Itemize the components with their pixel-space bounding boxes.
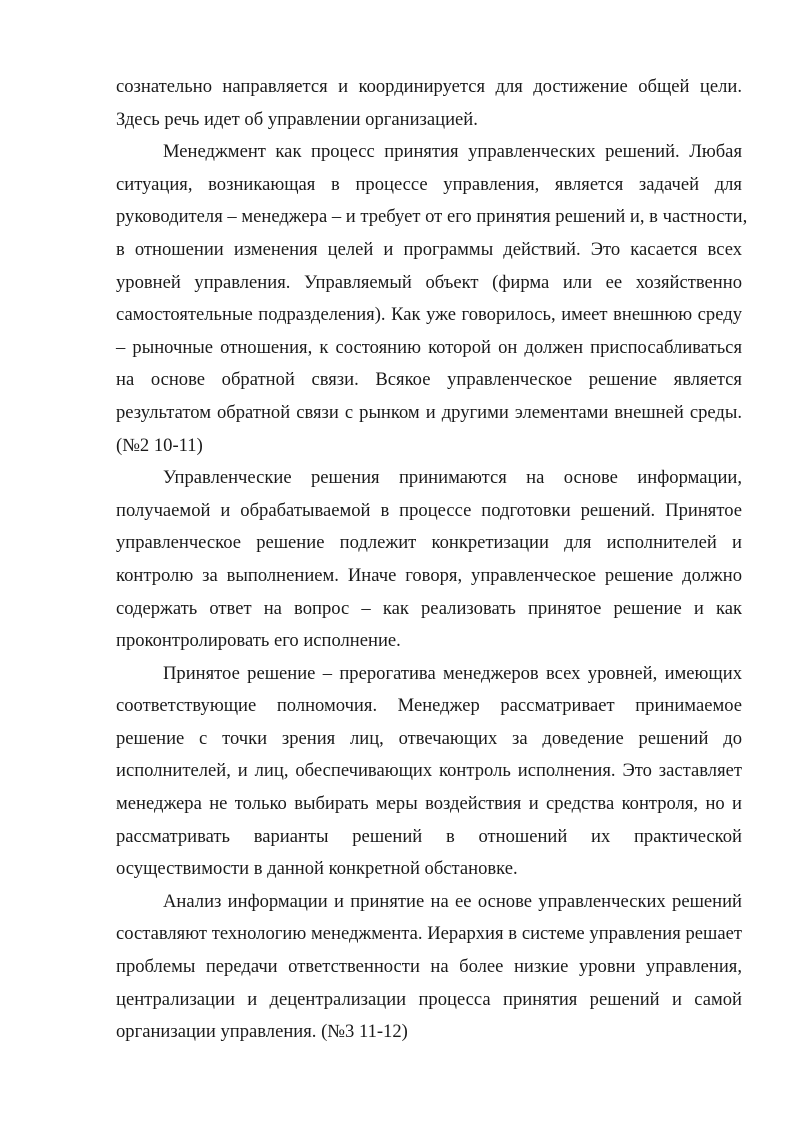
- paragraph-1: [116, 71, 742, 136]
- text-line: осуществимости в данной конкретной обстановке.: [116, 858, 518, 880]
- text-line: уровней управления. Управляемый объект (фирма или ее хозяйственно: [116, 271, 742, 293]
- text-line: в отношении изменения целей и программы действий. Это касается всех: [116, 238, 742, 260]
- text-line: рассматривать варианты решений в отношений их практической: [116, 825, 742, 847]
- text-line: исполнителей, и лиц, обеспечивающих контроль исполнения. Это заставляет: [116, 760, 742, 782]
- text-line: результатом обратной связи с рынком и другими элементами внешней среды.: [116, 401, 742, 423]
- paragraph-4: [116, 658, 742, 886]
- text-line: Анализ информации и принятие на ее основе управленческих решений: [163, 890, 742, 912]
- text-line: Здесь речь идет об управлении организацией.: [116, 108, 478, 130]
- text-line: Принятое решение – прерогатива менеджеров всех уровней, имеющих: [163, 662, 742, 684]
- text-line: содержать ответ на вопрос – как реализовать принятое решение и как: [116, 597, 742, 619]
- text-line: самостоятельные подразделения). Как уже говорилось, имеет внешнюю среду: [116, 304, 742, 326]
- text-line: централизации и децентрализации процесса принятия решений и самой: [116, 988, 742, 1010]
- text-line: проконтролировать его исполнение.: [116, 630, 401, 652]
- text-line: соответствующие полномочия. Менеджер рассматривает принимаемое: [116, 695, 742, 717]
- text-line: организации управления. (№3 11-12): [116, 1021, 408, 1043]
- text-line: сознательно направляется и координируется для достижение общей цели.: [116, 76, 742, 97]
- text-line: ситуация, возникающая в процессе управления, является задачей для: [116, 173, 742, 195]
- text-line: (№2 10-11): [116, 434, 203, 456]
- text-line: решение с точки зрения лиц, отвечающих за доведение решений до: [116, 727, 742, 749]
- document-body: [116, 71, 748, 1049]
- text-line: – рыночные отношения, к состоянию которой он должен приспосабливаться: [116, 336, 742, 358]
- text-line: составляют технологию менеджмента. Иерархия в системе управления решает: [116, 923, 742, 945]
- paragraph-5: [116, 886, 742, 1049]
- text-line: менеджера не только выбирать меры воздействия и средства контроля, но и: [116, 793, 742, 815]
- text-line: проблемы передачи ответственности на более низкие уровни управления,: [116, 956, 742, 978]
- text-line: контролю за выполнением. Иначе говоря, управленческое решение должно: [116, 564, 742, 586]
- text-line: управленческое решение подлежит конкретизации для исполнителей и: [116, 532, 742, 554]
- text-line: получаемой и обрабатываемой в процессе подготовки решений. Принятое: [116, 499, 742, 521]
- text-line: на основе обратной связи. Всякое управленческое решение является: [116, 369, 742, 391]
- text-line: руководителя – менеджера – и требует от его принятия решений и, в частности,: [116, 206, 748, 228]
- text-line: Менеджмент как процесс принятия управленческих решений. Любая: [163, 141, 742, 163]
- paragraph-2: [116, 136, 748, 462]
- paragraph-3: [116, 462, 742, 658]
- text-line: Управленческие решения принимаются на основе информации,: [163, 467, 742, 489]
